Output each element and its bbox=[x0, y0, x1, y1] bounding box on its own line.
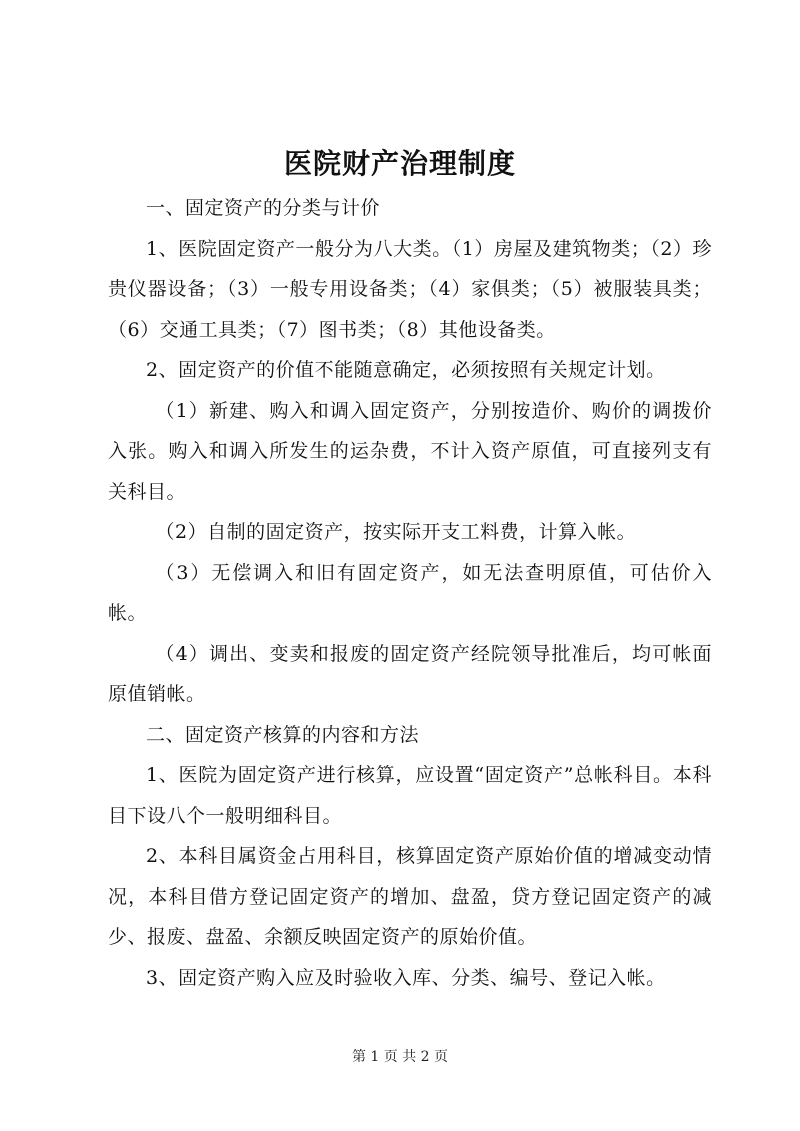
paragraph-item-2: （2）自制的固定资产，按实际开支工料费，计算入帐。 bbox=[155, 521, 637, 543]
document-body bbox=[108, 188, 712, 998]
paragraph-accounting-1: 1、医院为固定资产进行核算，应设置“固定资产”总帐科目。本科目下设八个一般明细科目。 bbox=[108, 764, 712, 827]
paragraph-valuation: 2、固定资产的价值不能随意确定，必须按照有关规定计划。 bbox=[146, 359, 666, 381]
paragraph-item-3: （3）无偿调入和旧有固定资产，如无法查明原值，可估价入帐。 bbox=[108, 561, 712, 624]
paragraph-accounting-2: 2、本科目属资金占用科目，核算固定资产原始价值的增减变动情况，本科目借方登记固定资产的增加、盘盈，贷方登记固定资产的减少、报废、盘盈、余额反映固定资产的原始价值。 bbox=[108, 845, 712, 948]
paragraph-classification: 1、医院固定资产一般分为八大类。（1）房屋及建筑物类；（2）珍贵仪器设备；（3）一般专用设备类；（4）家俱类；（5）被服装具类；（6）交通工具类；（7）图书类；（8）其他设备类。 bbox=[108, 237, 712, 341]
page-number-footer: 第 1 页 共 2 页 bbox=[351, 1049, 449, 1065]
paragraph-accounting-3: 3、固定资产购入应及时验收入库、分类、编号、登记入帐。 bbox=[146, 966, 666, 989]
document-title: 医院财产治理制度 bbox=[283, 147, 516, 180]
paragraph-item-4: （4）调出、变卖和报废的固定资产经院领导批准后，均可帐面原值销帐。 bbox=[108, 642, 712, 705]
section-heading-2: 二、固定资产核算的内容和方法 bbox=[146, 723, 420, 746]
paragraph-item-1: （1）新建、购入和调入固定资产，分别按造价、购价的调拨价入张。购入和调入所发生的运杂费，不计入资产原值，可直接列支有关科目。 bbox=[108, 399, 712, 503]
section-heading-1: 一、固定资产的分类与计价 bbox=[146, 197, 381, 219]
